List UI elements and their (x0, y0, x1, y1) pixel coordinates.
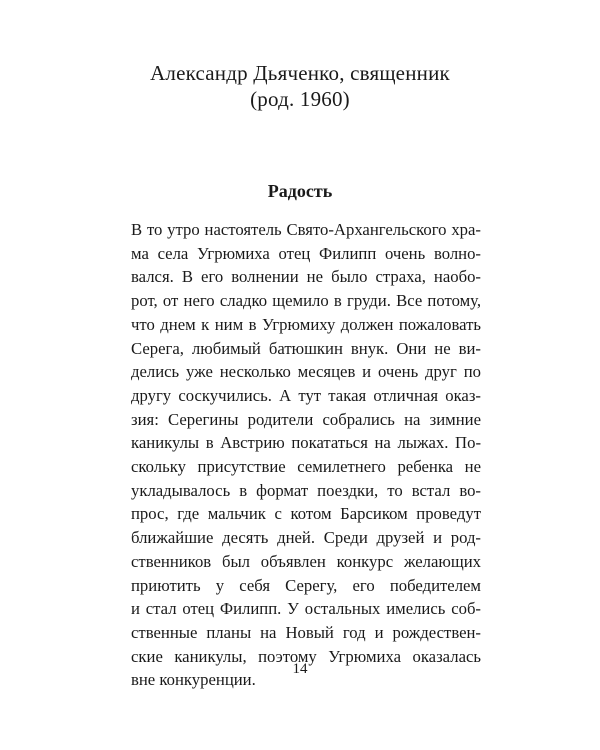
text-line: ближайшие десять дней. Среди друзей и род- (131, 528, 481, 548)
text-line: Серега, любимый батюшкин внук. Они не ви- (131, 338, 481, 358)
text-line: приютить у себя Серегу, его победителем (131, 575, 481, 595)
page-number: 14 (292, 661, 308, 677)
author-name: Александр Дьяченко, священник (150, 61, 450, 85)
text-line: прос, где мальчик с котом Барсиком проведут (131, 504, 481, 524)
text-line: вне конкуренции. (131, 670, 256, 690)
text-line: В то утро настоятель Свято-Архангельского хра- (131, 220, 481, 239)
text-line: рот, от него сладко щемило в груди. Все потому, (131, 291, 481, 311)
text-line: ма села Угрюмиха отец Филипп очень волно- (131, 243, 481, 263)
text-line: зия: Серегины родители собрались на зимние (131, 409, 481, 429)
text-line: что днем к ним в Угрюмиху должен пожаловать (131, 314, 481, 334)
text-line: ственные планы на Новый год и рождествен- (131, 622, 481, 642)
author-birth-year: (род. 1960) (250, 87, 350, 111)
text-line: укладывалось в формат поездки, то встал во- (131, 480, 481, 500)
text-line: вался. В его волнении не было страха, наобо- (131, 267, 481, 287)
author-heading (0, 60, 600, 112)
text-line: ские каникулы, поэтому Угрюмиха оказалась (131, 646, 481, 666)
chapter-title: Радость (267, 181, 333, 201)
text-line: каникулы в Австрию покататься на лыжах. По- (131, 433, 481, 453)
text-line: и стал отец Филипп. У остальных имелись соб- (131, 599, 481, 619)
body-paragraph (131, 218, 481, 692)
text-line: другу соскучились. А тут такая отличная оказ- (131, 385, 481, 405)
text-line: делись уже несколько месяцев и очень друг по (131, 362, 481, 382)
text-line: ственников был объявлен конкурс желающих (131, 551, 481, 571)
text-line: скольку присутствие семилетнего ребенка не (131, 457, 481, 477)
